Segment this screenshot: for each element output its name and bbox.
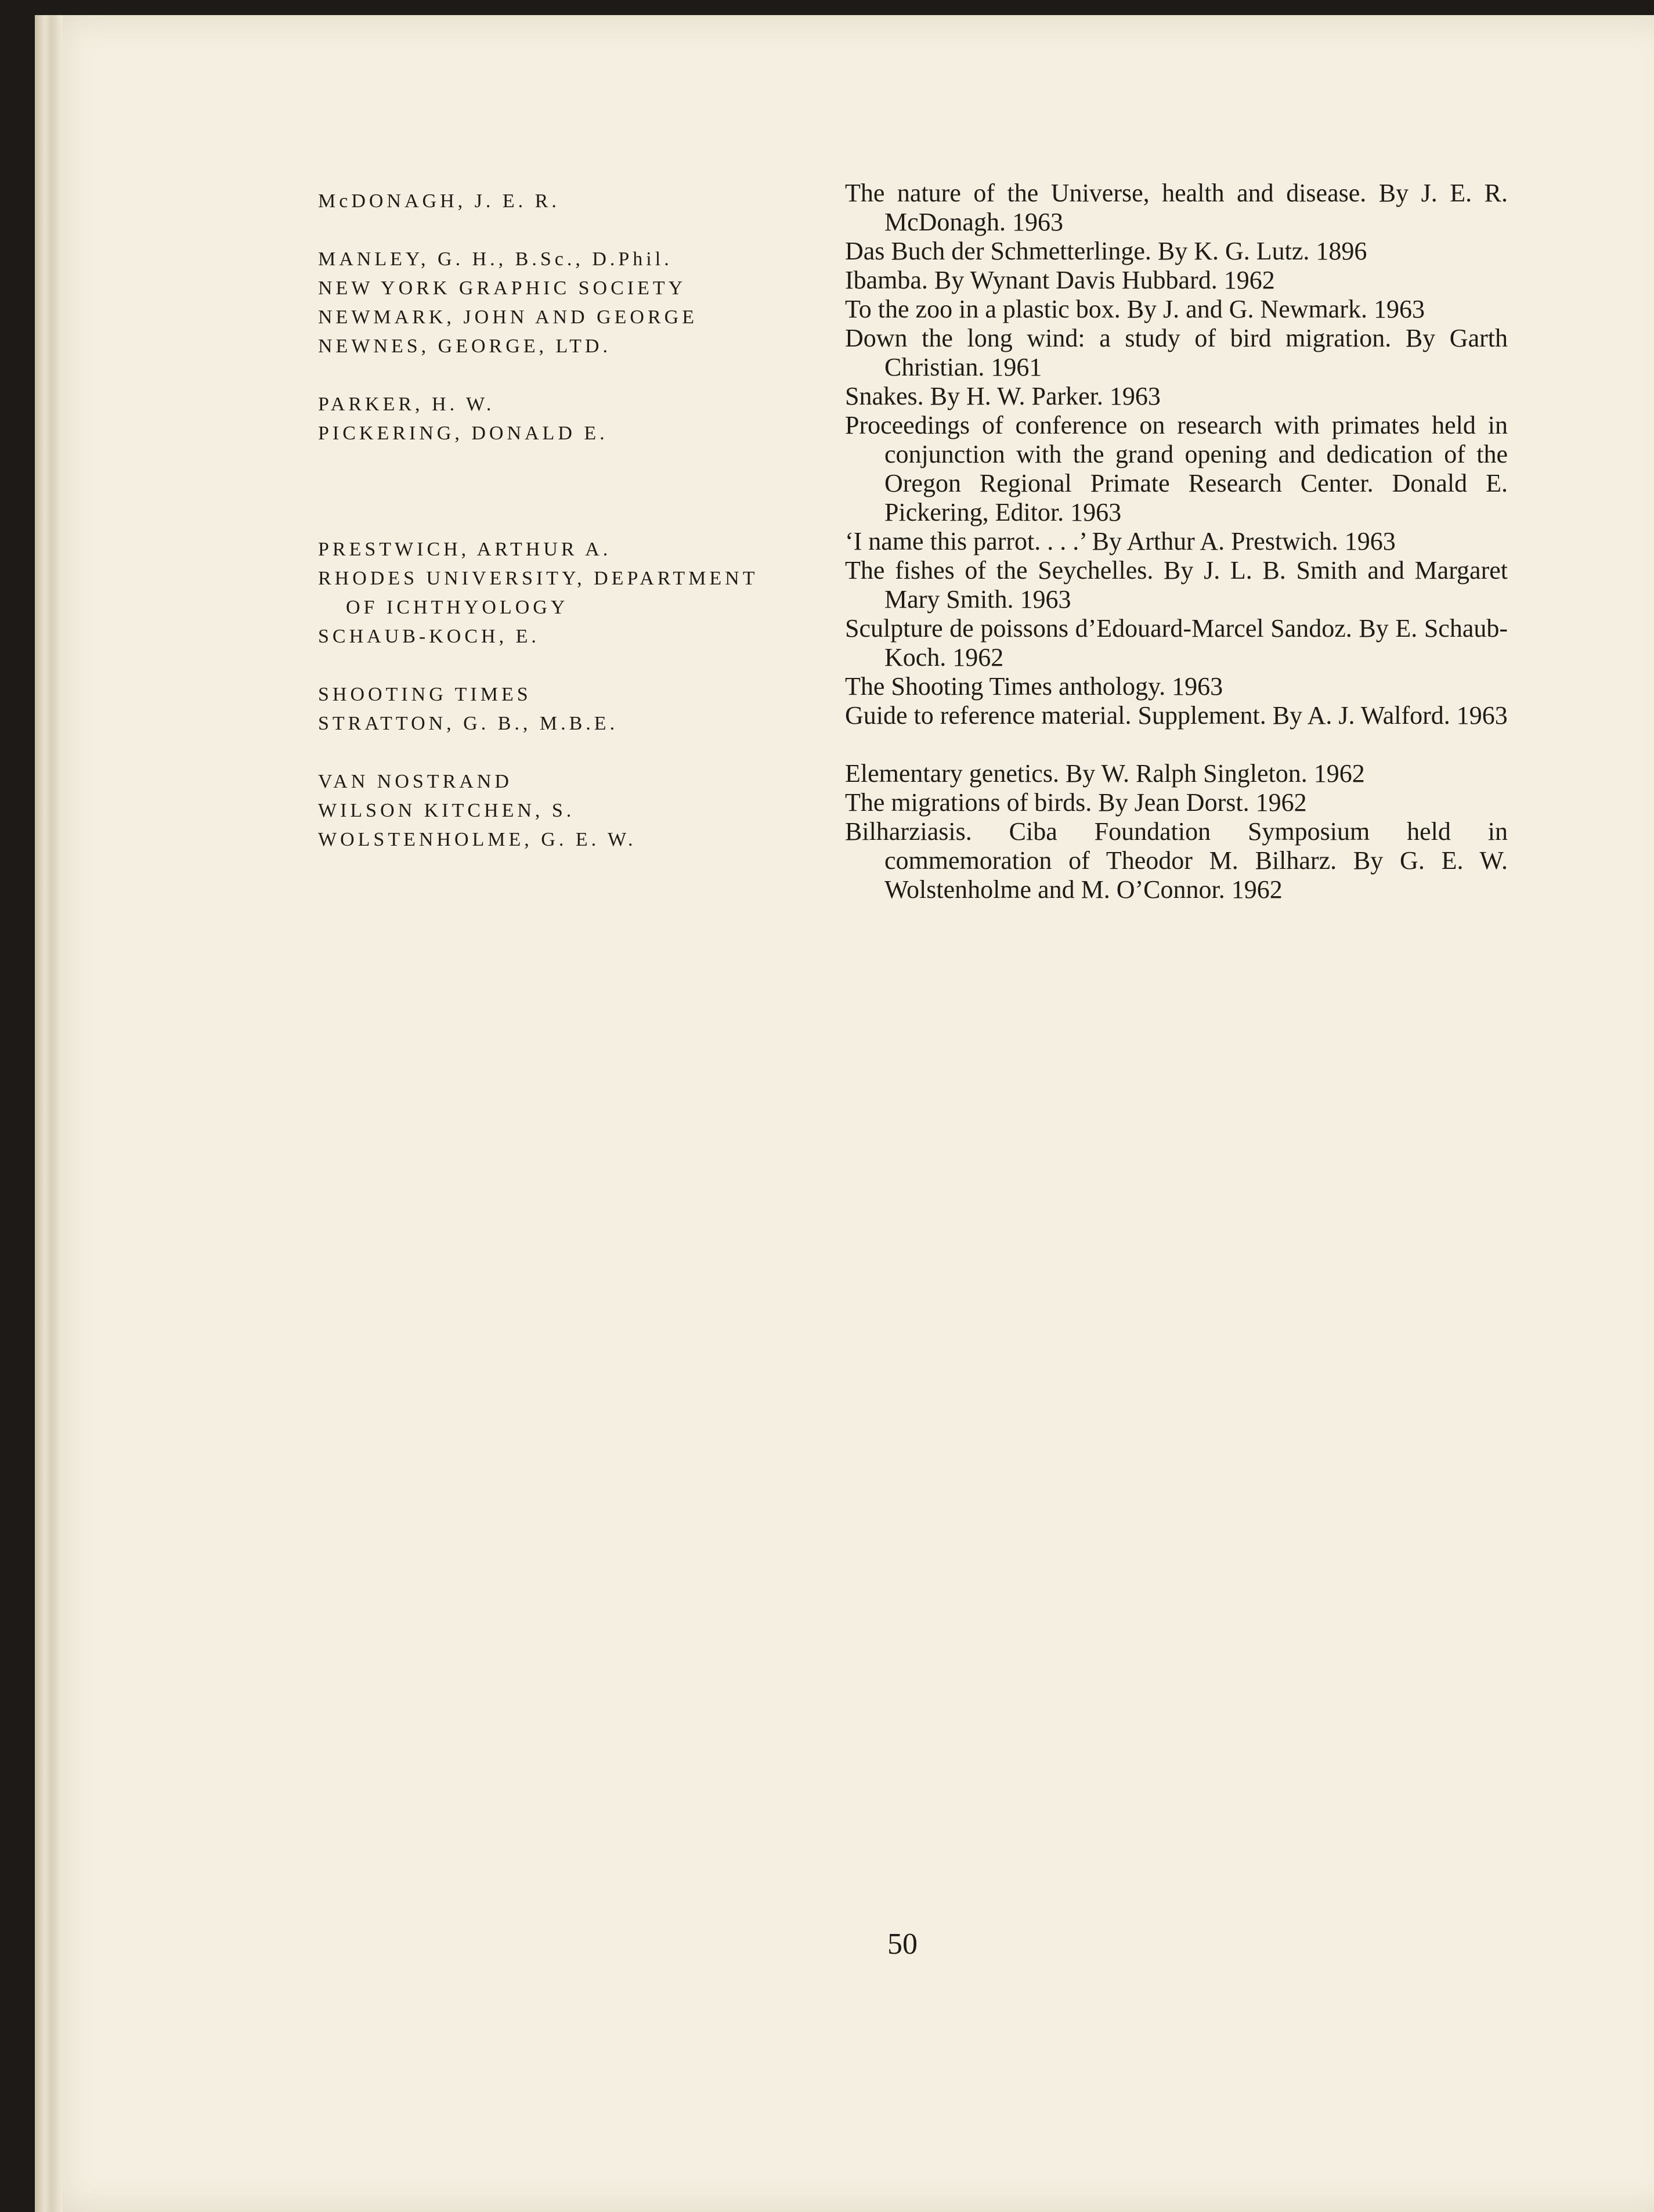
entry-title: ‘I name this parrot. . . .’ By Arthur A. Prestwich. 1963 xyxy=(845,527,1396,555)
entry-donor xyxy=(318,332,817,361)
entry-donor xyxy=(318,709,817,738)
donor-line: WILSON KITCHEN, S. xyxy=(318,800,575,821)
entry-donor xyxy=(318,274,817,303)
entry-donor xyxy=(318,245,817,274)
entry-donor xyxy=(318,767,817,796)
entry-title: Das Buch der Schmetterlinge. By K. G. Lutz. 1896 xyxy=(845,237,1367,265)
donor-line: NEWNES, GEORGE, LTD. xyxy=(318,335,611,357)
entry-title: The nature of the Universe, health and disease. By J. E. R. McDonagh. 1963 xyxy=(845,179,1508,236)
entry-title: To the zoo in a plastic box. By J. and G. Newmark. 1963 xyxy=(845,295,1425,323)
entry-donor xyxy=(318,622,817,651)
entry-title: The Shooting Times anthology. 1963 xyxy=(845,672,1223,701)
donor-line: PRESTWICH, ARTHUR A. xyxy=(318,539,612,560)
page-number: 50 xyxy=(887,1928,918,1961)
entry-donor xyxy=(318,535,817,564)
donor-line: OF ICHTHYOLOGY xyxy=(346,597,569,618)
entry-donor xyxy=(318,390,817,419)
donor-line: RHODES UNIVERSITY, DEPARTMENT xyxy=(318,568,759,589)
entry-title: Bilharziasis. Ciba Foundation Symposium held in commemoration of Theodor M. Bilharz. By G. E. W. Wolstenholme and M. O’Connor. 1962 xyxy=(845,817,1508,904)
donor-line: SHOOTING TIMES xyxy=(318,684,532,705)
donor-line: PARKER, H. W. xyxy=(318,394,495,415)
entry-title: Elementary genetics. By W. Ralph Singleton. 1962 xyxy=(845,759,1365,788)
donor-line: PICKERING, DONALD E. xyxy=(318,423,608,444)
donor-line: SCHAUB-KOCH, E. xyxy=(318,626,540,647)
entry-donor xyxy=(318,303,817,332)
donor-line: WOLSTENHOLME, G. E. W. xyxy=(318,829,637,850)
donor-line: McDONAGH, J. E. R. xyxy=(318,190,560,212)
entry-title: Down the long wind: a study of bird migration. By Garth Christian. 1961 xyxy=(845,324,1508,381)
entry-title: Proceedings of conference on research with primates held in conjunction with the grand opening and dedication of the Oregon Regional Primate Research Center. Donald E. Pickering, Editor. 1963 xyxy=(845,411,1508,526)
entry-title: The migrations of birds. By Jean Dorst. 1962 xyxy=(845,788,1307,817)
donor-line: NEWMARK, JOHN AND GEORGE xyxy=(318,306,698,328)
entry-title: Guide to reference material. Supplement. By A. J. Walford. 1963 xyxy=(845,701,1508,730)
donor-line: MANLEY, G. H., B.Sc., D.Phil. xyxy=(318,248,673,270)
entry-title: Snakes. By H. W. Parker. 1963 xyxy=(845,382,1161,410)
entry-donor xyxy=(318,419,817,448)
donor-line: NEW YORK GRAPHIC SOCIETY xyxy=(318,277,687,299)
entry-title: Sculpture de poissons d’Edouard-Marcel Sandoz. By E. Schaub-Koch. 1962 xyxy=(845,614,1508,672)
entry-donor xyxy=(318,564,817,622)
entry-title: The fishes of the Seychelles. By J. L. B. Smith and Margaret Mary Smith. 1963 xyxy=(845,556,1508,614)
entry-donor xyxy=(318,680,817,709)
donor-line: STRATTON, G. B., M.B.E. xyxy=(318,713,619,734)
donor-line: VAN NOSTRAND xyxy=(318,771,512,792)
entry-donor xyxy=(318,825,817,854)
entry-donor xyxy=(318,187,817,216)
entry-donor xyxy=(318,796,817,825)
entry-title: Ibamba. By Wynant Davis Hubbard. 1962 xyxy=(845,266,1275,294)
